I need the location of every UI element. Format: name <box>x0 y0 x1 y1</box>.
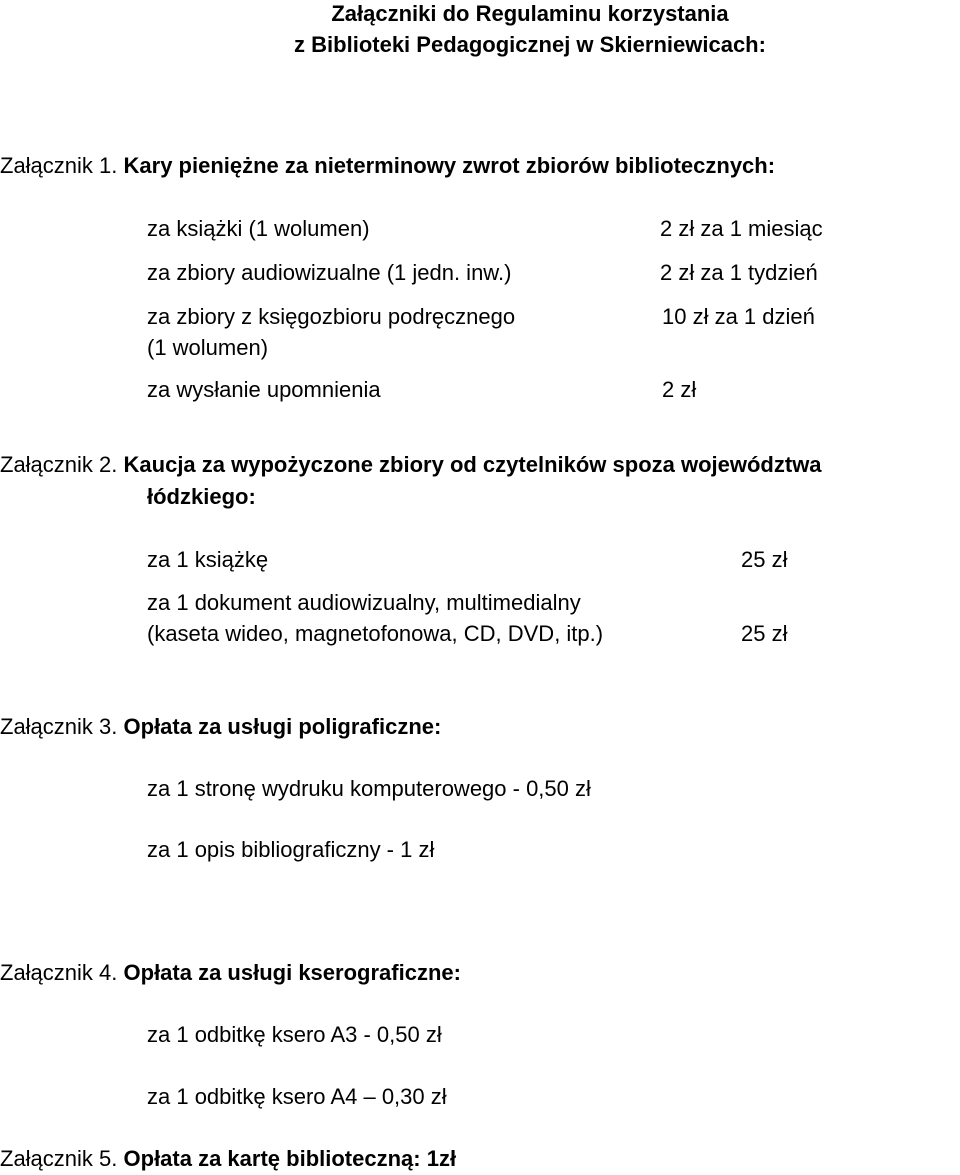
section-1-row-1-item: za książki (1 wolumen) <box>147 216 370 241</box>
section-4-row-1-item: za 1 odbitkę ksero A3 - 0,50 zł <box>147 1022 442 1047</box>
section-2-title: Kaucja za wypożyczone zbiory od czytelników spoza województwa <box>123 452 822 477</box>
section-2-row-2-item-cont: (kaseta wideo, magnetofonowa, CD, DVD, itp.) <box>147 621 604 646</box>
section-1-row-4-value: 2 zł <box>662 377 697 402</box>
section-2-heading <box>0 454 822 476</box>
section-5-title: Opłata za kartę biblioteczną: 1zł <box>123 1146 457 1171</box>
document-title-line-2: z Biblioteki Pedagogicznej w Skierniewicach: <box>294 32 766 57</box>
document-title-line-1: Załączniki do Regulaminu korzystania <box>331 1 729 26</box>
section-2-title-cont: łódzkiego: <box>147 484 256 509</box>
section-2-row-2-item: za 1 dokument audiowizualny, multimedialny <box>147 590 581 615</box>
section-2-row-1-item: za 1 książkę <box>147 547 269 572</box>
section-1-title: Kary pieniężne za nieterminowy zwrot zbiorów bibliotecznych: <box>123 153 776 178</box>
section-3-heading <box>0 716 441 738</box>
section-1-row-3-item-cont: (1 wolumen) <box>147 335 269 360</box>
section-1-heading <box>0 155 775 177</box>
section-1-prefix: Załącznik 1. <box>0 153 118 178</box>
section-3-row-2-item: za 1 opis bibliograficzny - 1 zł <box>147 837 435 862</box>
section-2-row-1-value: 25 zł <box>741 547 788 572</box>
section-2-prefix: Załącznik 2. <box>0 452 118 477</box>
section-3-title: Opłata za usługi poligraficzne: <box>123 714 442 739</box>
section-4-title: Opłata za usługi kserograficzne: <box>123 960 461 985</box>
section-1-row-2-item: za zbiory audiowizualne (1 jedn. inw.) <box>147 260 512 285</box>
section-1-row-3-value: 10 zł za 1 dzień <box>662 304 815 329</box>
section-4-heading <box>0 962 461 984</box>
section-5-prefix: Załącznik 5. <box>0 1146 118 1171</box>
section-2-row-2-value: 25 zł <box>741 621 788 646</box>
section-1-row-2-value: 2 zł za 1 tydzień <box>660 260 818 285</box>
section-5-heading <box>0 1148 456 1170</box>
section-4-prefix: Załącznik 4. <box>0 960 118 985</box>
section-3-row-1-item: za 1 stronę wydruku komputerowego - 0,50 zł <box>147 776 591 801</box>
section-4-row-2-item: za 1 odbitkę ksero A4 – 0,30 zł <box>147 1084 447 1109</box>
section-3-prefix: Załącznik 3. <box>0 714 118 739</box>
section-1-row-4-item: za wysłanie upomnienia <box>147 377 381 402</box>
section-1-row-3-item: za zbiory z księgozbioru podręcznego <box>147 304 516 329</box>
section-1-row-1-value: 2 zł za 1 miesiąc <box>660 216 823 241</box>
